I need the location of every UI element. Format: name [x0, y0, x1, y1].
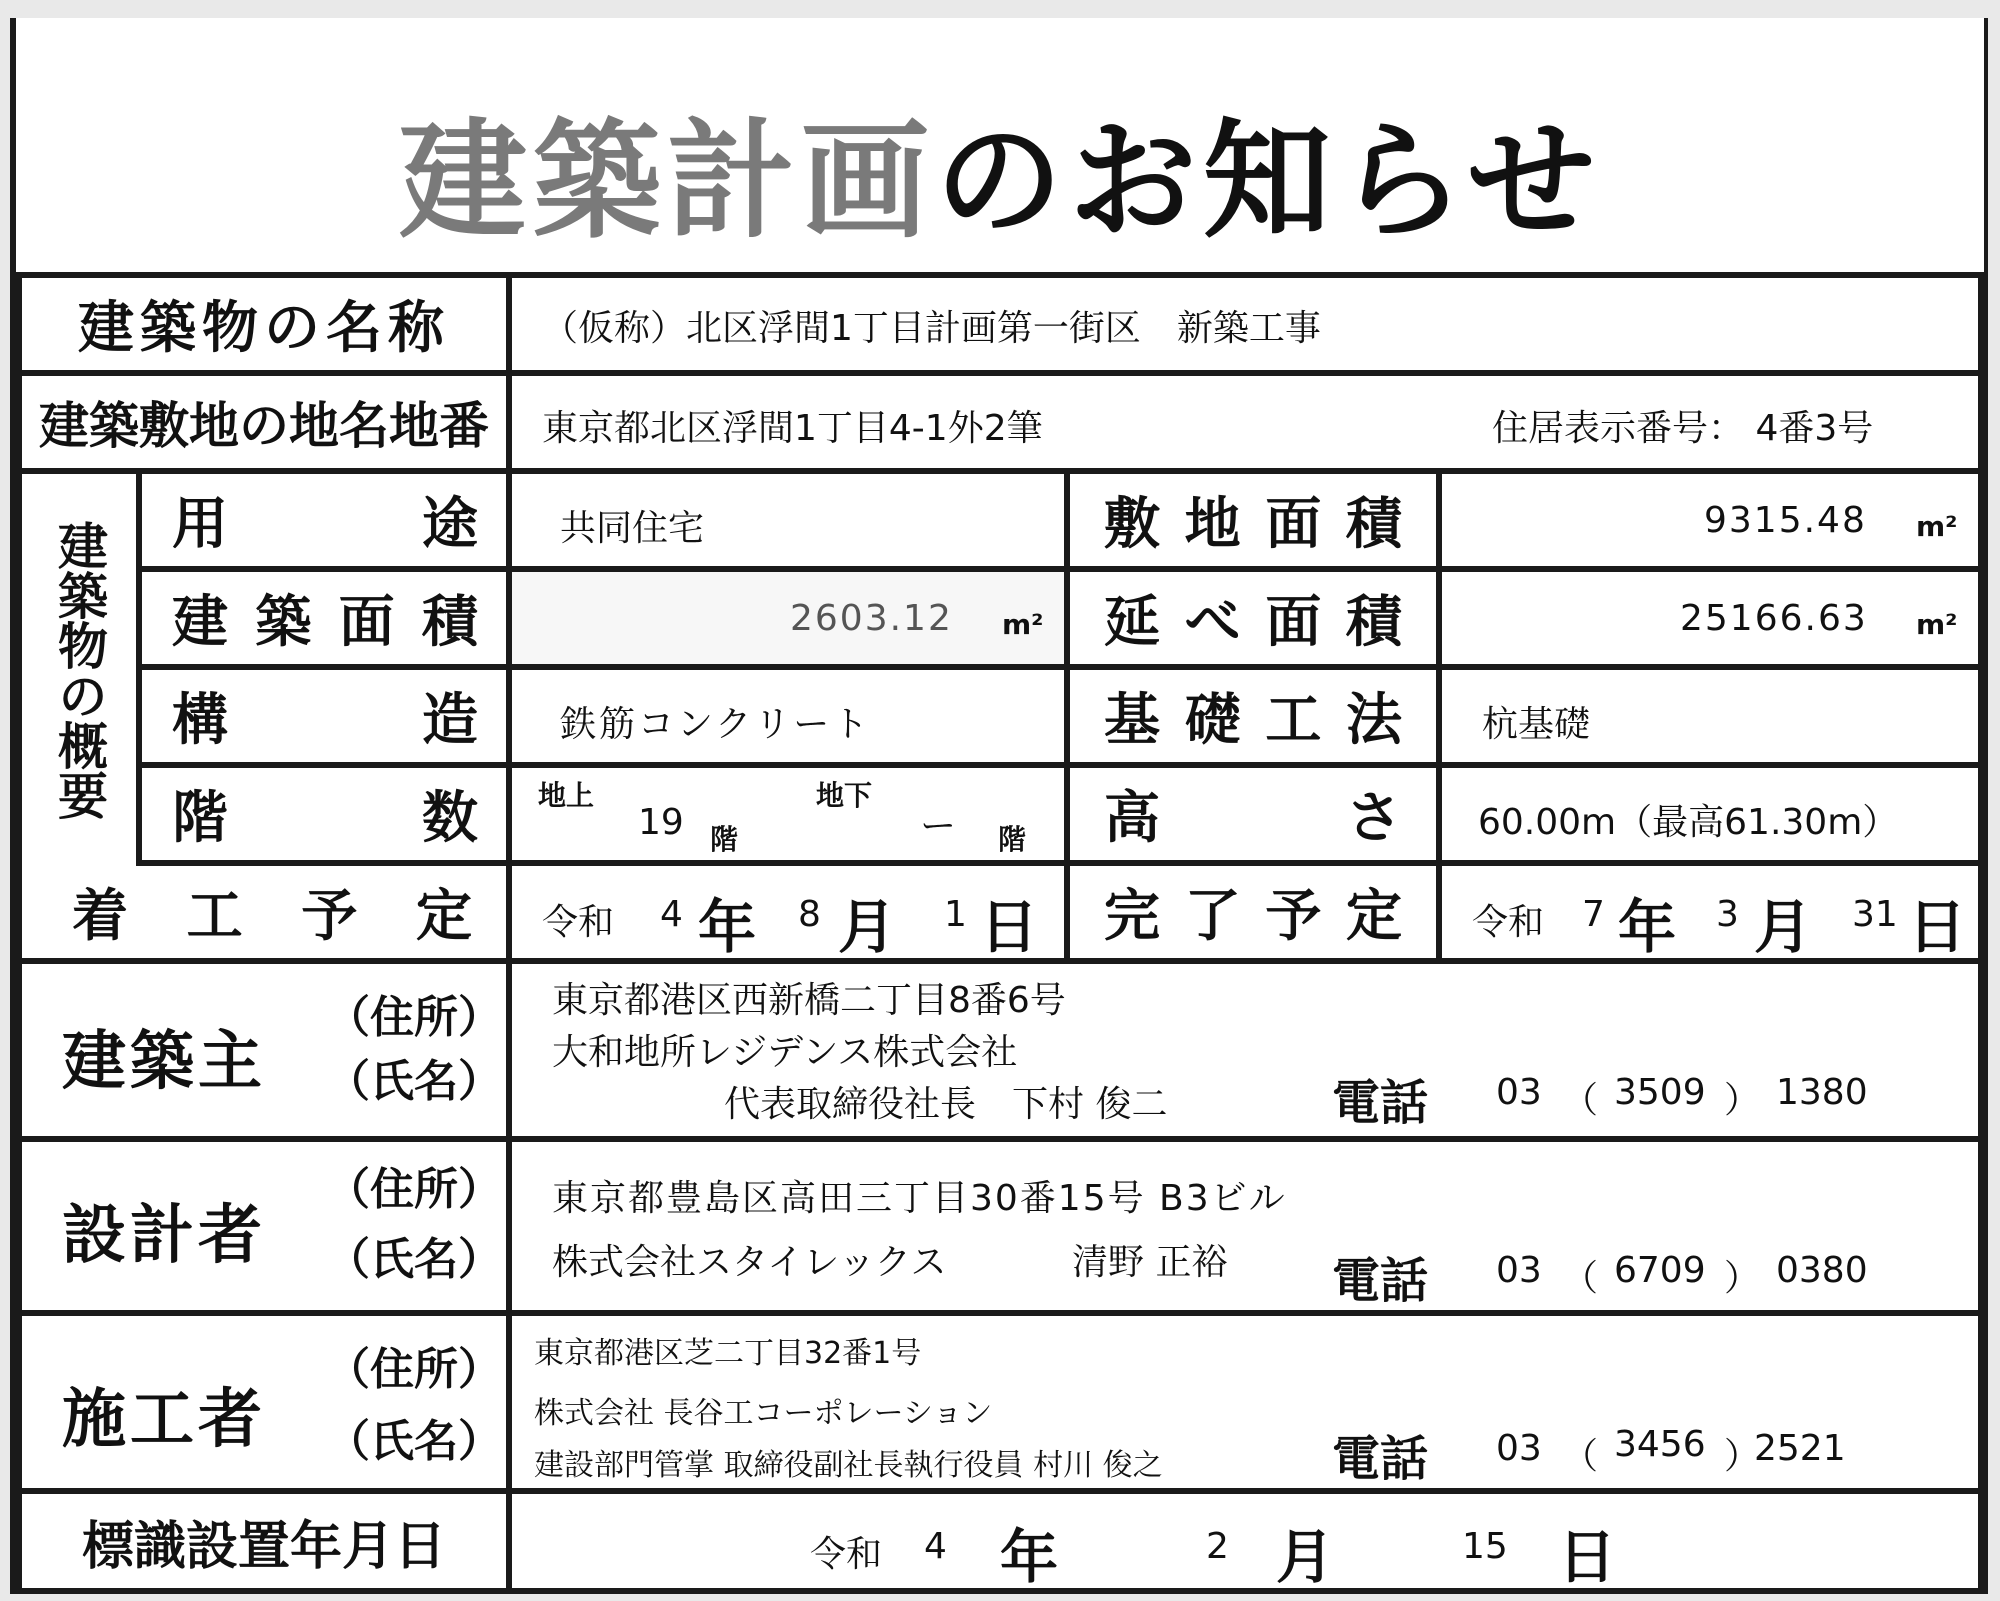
contractor-tel-last: 2521 [1754, 1428, 1846, 1469]
residence-number: 住居表示番号： 4番3号 [1492, 408, 1874, 449]
below-ground-label: 地下 [816, 779, 873, 812]
posted-year-kanji: 年 [1000, 1523, 1059, 1591]
site-address-label: 建築敷地の地名地番 [22, 376, 506, 468]
completion-day: 31 [1852, 894, 1898, 935]
owner-tel-rp: ） [1724, 1080, 1761, 1121]
building-area-label: 建 築 面 積 [142, 572, 506, 664]
start-label: 着 工 予 定 [22, 866, 506, 958]
designer-address: 東京都豊島区高田三丁目30番15号 B3ビル [552, 1178, 1287, 1219]
contractor-name-label: （氏名） [326, 1416, 502, 1467]
owner-tel-mid: 3509 [1614, 1072, 1706, 1113]
designer-name-label: （氏名） [326, 1234, 502, 1285]
info-table [16, 272, 1984, 1594]
completion-day-kanji: 日 [1908, 893, 1967, 961]
height-value: 60.00m（最高61.30m） [1478, 802, 1899, 843]
owner-detail-cell [512, 964, 1978, 1136]
site-address-cell [512, 376, 1978, 468]
designer-tel-label: 電話 [1332, 1253, 1429, 1309]
designer-tel-last: 0380 [1776, 1250, 1868, 1291]
start-year-kanji: 年 [698, 893, 757, 961]
start-month-kanji: 月 [838, 893, 897, 961]
building-name-value: （仮称）北区浮間1丁目計画第一街区 新築工事 [542, 308, 1321, 349]
contractor-role: 施工者 [62, 1383, 266, 1457]
contractor-tel-label: 電話 [1332, 1431, 1429, 1487]
use-cell [512, 474, 1064, 566]
building-name-cell [512, 278, 1978, 370]
designer-role: 設計者 [62, 1199, 266, 1273]
posted-month-kanji: 月 [1276, 1523, 1335, 1591]
floors-cell [512, 768, 1064, 860]
site-address-value: 東京都北区浮間1丁目4-1外2筆 [542, 408, 1043, 449]
title-part2: のお知らせ [934, 107, 1602, 256]
structure-cell [512, 670, 1064, 762]
use-label: 用 途 [142, 474, 506, 566]
building-name-label: 建築物の名称 [22, 278, 506, 370]
completion-era: 令和 [1472, 902, 1545, 943]
completion-year-kanji: 年 [1618, 893, 1677, 961]
designer-company: 株式会社スタイレックス [552, 1242, 947, 1283]
contractor-tel-lp: （ [1562, 1436, 1599, 1477]
foundation-cell [1442, 670, 1978, 762]
posted-date-cell [512, 1494, 1978, 1591]
contractor-detail-cell [512, 1316, 1978, 1488]
structure-label: 構 造 [142, 670, 506, 762]
contractor-address-label: （住所） [326, 1344, 502, 1395]
contractor-tel-mid: 3456 [1614, 1424, 1706, 1465]
posted-day-kanji: 日 [1558, 1523, 1617, 1591]
start-month: 8 [798, 894, 821, 935]
posted-era: 令和 [810, 1534, 883, 1575]
above-ground-kai: 階 [710, 823, 739, 856]
owner-name-label: （氏名） [326, 1056, 502, 1107]
posted-month: 2 [1206, 1526, 1229, 1567]
building-area-unit: m² [1002, 608, 1044, 641]
owner-company: 大和地所レジデンス株式会社 [552, 1032, 1018, 1073]
title-part1: 建築計画 [398, 107, 935, 256]
use-value: 共同住宅 [560, 508, 705, 549]
total-floor-area-label: 延 べ 面 積 [1070, 572, 1436, 664]
contractor-tel-rp: ） [1724, 1436, 1761, 1477]
structure-value: 鉄筋コンクリート [560, 704, 872, 745]
owner-address-label: （住所） [326, 992, 502, 1043]
completion-month-kanji: 月 [1754, 893, 1813, 961]
designer-tel-mid: 6709 [1614, 1250, 1706, 1291]
completion-label: 完 了 予 定 [1070, 866, 1436, 958]
above-ground-label: 地上 [538, 779, 595, 812]
designer-detail-cell [512, 1142, 1978, 1310]
site-area-cell [1442, 474, 1978, 566]
notice-board [10, 18, 1988, 1594]
site-area-unit: m² [1916, 510, 1958, 543]
contractor-tel-area: 03 [1496, 1428, 1542, 1469]
total-floor-area-cell [1442, 572, 1978, 664]
designer-tel-lp: （ [1562, 1258, 1599, 1299]
completion-month: 3 [1716, 894, 1739, 935]
designer-tel-area: 03 [1496, 1250, 1542, 1291]
contractor-label-cell [22, 1316, 506, 1488]
foundation-label: 基 礎 工 法 [1070, 670, 1436, 762]
start-era: 令和 [542, 902, 615, 943]
building-area-value: 2603.12 [790, 598, 953, 639]
contractor-address: 東京都港区芝二丁目32番1号 [534, 1336, 922, 1371]
site-area-label: 敷 地 面 積 [1070, 474, 1436, 566]
start-day-kanji: 日 [980, 893, 1039, 961]
start-date-cell [512, 866, 1064, 961]
building-area-cell [512, 572, 1064, 664]
site-area-value: 9315.48 [1704, 500, 1867, 541]
owner-tel-last: 1380 [1776, 1072, 1868, 1113]
contractor-person: 建設部門管掌 取締役副社長執行役員 村川 俊之 [534, 1448, 1163, 1483]
owner-tel-label: 電話 [1332, 1075, 1429, 1131]
completion-date-cell [1442, 866, 1978, 961]
owner-label-cell [22, 964, 506, 1136]
designer-address-label: （住所） [326, 1164, 502, 1215]
owner-tel-area: 03 [1496, 1072, 1542, 1113]
overview-label: 建築物の概要 [22, 474, 136, 866]
completion-year: 7 [1582, 894, 1605, 935]
contractor-company: 株式会社 長谷工コーポレーション [534, 1396, 993, 1431]
designer-label-cell [22, 1142, 506, 1310]
total-floor-area-value: 25166.63 [1680, 598, 1868, 639]
posted-day: 15 [1462, 1526, 1508, 1567]
owner-address: 東京都港区西新橋二丁目8番6号 [552, 980, 1066, 1021]
designer-tel-rp: ） [1724, 1258, 1761, 1299]
height-label: 高 さ [1070, 768, 1436, 860]
foundation-value: 杭基礎 [1482, 704, 1591, 745]
height-cell [1442, 768, 1978, 860]
below-ground-value: ー [920, 806, 957, 847]
notice-title [16, 78, 1984, 262]
floors-label: 階 数 [142, 768, 506, 860]
below-ground-kai: 階 [998, 823, 1027, 856]
owner-representative: 代表取締役社長 下村 俊二 [724, 1084, 1168, 1125]
above-ground-value: 19 [638, 802, 684, 843]
start-year: 4 [660, 894, 683, 935]
owner-role: 建築主 [62, 1025, 266, 1099]
posted-year: 4 [924, 1526, 947, 1567]
posted-date-label: 標識設置年月日 [22, 1494, 506, 1588]
owner-tel-lp: （ [1562, 1080, 1599, 1121]
total-floor-area-unit: m² [1916, 608, 1958, 641]
start-day: 1 [944, 894, 967, 935]
designer-person: 清野 正裕 [1072, 1242, 1228, 1283]
